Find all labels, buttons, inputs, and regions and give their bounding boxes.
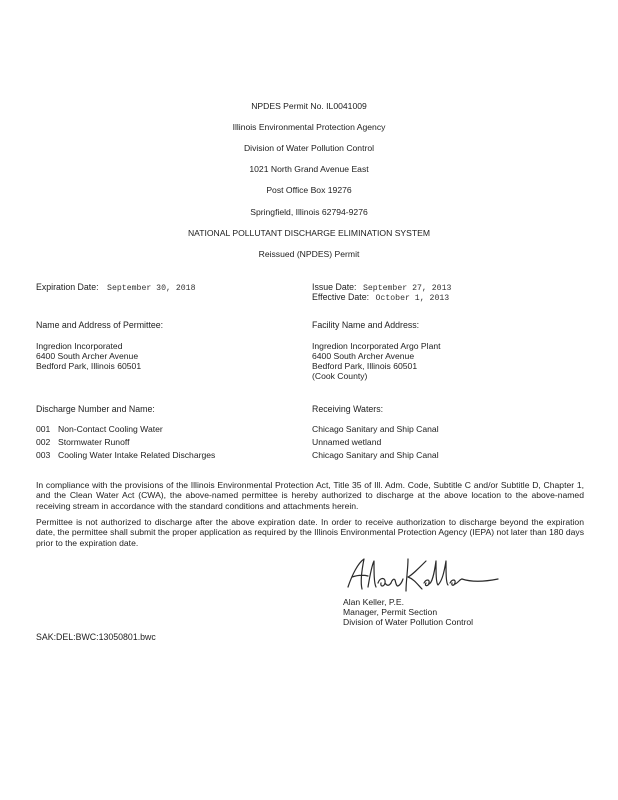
receiving-water: Chicago Sanitary and Ship Canal xyxy=(312,424,439,434)
issue-value: September 27, 2013 xyxy=(362,284,452,293)
po-box: Post Office Box 19276 xyxy=(266,185,352,195)
discharge-number: 002 xyxy=(36,437,51,447)
facility-line: 6400 South Archer Avenue xyxy=(312,351,415,361)
facility-line: Ingredion Incorporated Argo Plant xyxy=(312,341,441,351)
receiving-heading: Receiving Waters: xyxy=(312,404,384,414)
permittee-line: 6400 South Archer Avenue xyxy=(36,351,139,361)
reference-code: SAK:DEL:BWC:13050801.bwc xyxy=(36,632,156,642)
permittee-line: Bedford Park, Illinois 60501 xyxy=(36,361,142,371)
permittee-address xyxy=(36,341,141,371)
signatory-division: Division of Water Pollution Control xyxy=(343,617,474,627)
expiration-value: September 30, 2018 xyxy=(107,284,196,293)
expiration-label: Expiration Date: xyxy=(36,282,99,292)
discharge-number: 003 xyxy=(36,450,51,460)
facility-line: (Cook County) xyxy=(312,371,368,381)
authorization-paragraph: Permittee is not authorized to discharge after the above expiration date. In order to receive authorization to discharge beyond the expiration date, the permittee shall submit the proper application as required by the Illinois Environmental Protection Agency (IEPA) not later than 180 days prior to the expiration date. xyxy=(36,517,584,548)
discharge-row xyxy=(36,424,163,435)
signatory-name: Alan Keller, P.E. xyxy=(343,597,404,607)
compliance-paragraph: In compliance with the provisions of the Illinois Environmental Protection Act, Title 35 of Ill. Adm. Code, Subtitle C and/or Subtitle D, Chapter 1, and the Clean Water Act (CWA), the above-named permittee is hereby authorized to discharge at the above location to the above-named receiving stream in accordance with the standard conditions and attachments herein. xyxy=(36,480,584,511)
effective-date xyxy=(312,292,449,304)
discharge-number: 001 xyxy=(36,424,51,434)
receiving-water: Chicago Sanitary and Ship Canal xyxy=(312,450,439,460)
permit-type: Reissued (NPDES) Permit xyxy=(258,249,360,259)
discharge-name: Stormwater Runoff xyxy=(58,437,130,447)
discharge-name: Cooling Water Intake Related Discharges xyxy=(58,450,216,460)
expiration-date xyxy=(36,282,196,294)
permittee-line: Ingredion Incorporated xyxy=(36,341,123,351)
facility-heading: Facility Name and Address: xyxy=(312,320,420,330)
system-title: NATIONAL POLLUTANT DISCHARGE ELIMINATION SYSTEM xyxy=(187,228,431,238)
permittee-heading: Name and Address of Permittee: xyxy=(36,320,164,330)
discharge-row xyxy=(36,450,215,461)
division-name: Division of Water Pollution Control xyxy=(243,143,375,153)
city-state-zip: Springfield, Illinois 62794-9276 xyxy=(250,207,368,217)
effective-value: October 1, 2013 xyxy=(375,294,450,303)
discharge-heading: Discharge Number and Name: xyxy=(36,404,155,414)
signatory-title: Manager, Permit Section xyxy=(343,607,438,617)
receiving-water: Unnamed wetland xyxy=(312,437,382,447)
facility-address xyxy=(312,341,441,381)
street-address: 1021 North Grand Avenue East xyxy=(249,164,369,174)
permit-number: NPDES Permit No. IL0041009 xyxy=(251,101,367,111)
facility-line: Bedford Park, Illinois 60501 xyxy=(312,361,418,371)
signatory-block xyxy=(343,597,473,627)
issue-label: Issue Date: xyxy=(312,282,357,292)
effective-label: Effective Date: xyxy=(312,292,370,302)
agency-name: Illinois Environmental Protection Agency xyxy=(232,122,386,132)
discharge-name: Non-Contact Cooling Water xyxy=(58,424,163,434)
discharge-row xyxy=(36,437,130,448)
handwritten-signature xyxy=(338,553,508,603)
